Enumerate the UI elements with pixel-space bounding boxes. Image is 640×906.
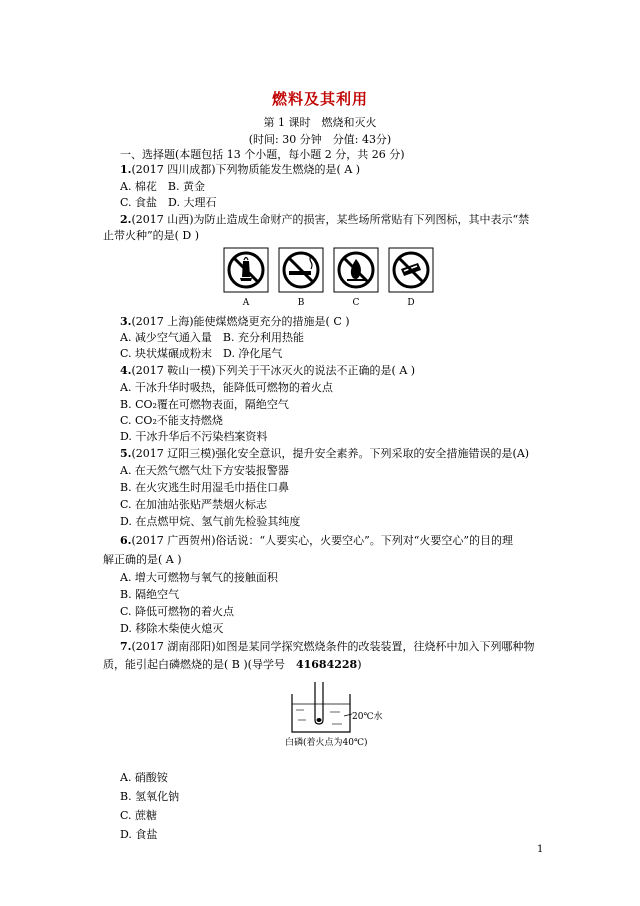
question-3 xyxy=(120,315,350,329)
q7-stem-text: 质，能引起白磷燃烧的是( B )(导学号 xyxy=(103,658,296,671)
question-stem: (2017 山西)为防止造成生命财产的损害，某些场所常贴有下列图标，其中表示“禁 xyxy=(131,213,530,226)
question-number: 7. xyxy=(120,640,132,653)
no-smoking-sign-icon xyxy=(278,247,324,293)
beaker-diagram-icon xyxy=(286,680,382,736)
guide-number: 41684228 xyxy=(295,658,358,671)
q5-option-d: D. 在点燃甲烷、氢气前先检验其纯度 xyxy=(120,515,301,528)
q4-option-c: C. CO₂不能支持燃烧 xyxy=(120,414,223,427)
question-stem: (2017 湖南邵阳)如图是某同学探究燃烧条件的改装装置，往烧杯中加入下列哪种物 xyxy=(131,640,535,653)
question-number: 1. xyxy=(120,163,132,176)
question-7 xyxy=(120,640,535,654)
question-5 xyxy=(120,447,529,461)
sign-label-d: D xyxy=(407,298,415,308)
no-open-flame-sign-icon xyxy=(333,247,379,293)
safety-signs-figure xyxy=(223,247,435,317)
question-stem: (2017 鞍山一模)下列关于干冰灭火的说法不正确的是( A ) xyxy=(131,364,416,377)
sign-label-a: A xyxy=(242,298,250,308)
question-stem: (2017 四川成都)下列物质能发生燃烧的是( A ) xyxy=(131,163,361,176)
q7-option-b: B. 氢氧化钠 xyxy=(120,790,180,803)
q7-option-a: A. 硝酸铵 xyxy=(120,771,168,784)
sign-label-b: B xyxy=(297,298,305,308)
q7-stem-cont xyxy=(103,658,361,672)
sign-label-c: C xyxy=(352,298,360,308)
water-label: 20℃水 xyxy=(352,712,383,722)
q1-options-cd: C. 食盐 D. 大理石 xyxy=(120,196,217,209)
q6-option-d: D. 移除木柴使火熄灭 xyxy=(120,622,224,635)
no-fireworks-sign-icon xyxy=(223,247,269,293)
question-number: 2. xyxy=(120,213,132,226)
q4-option-d: D. 干冰升华后不污染档案资料 xyxy=(120,430,268,443)
question-4 xyxy=(120,364,415,378)
question-number: 4. xyxy=(120,364,132,377)
q4-option-a: A. 干冰升华时吸热，能降低可燃物的着火点 xyxy=(120,381,333,394)
question-2 xyxy=(120,213,529,227)
section-heading: 一、选择题(本题包括 13 个小题，每小题 2 分，共 26 分) xyxy=(120,148,405,161)
figure-caption: 白磷(着火点为40℃) xyxy=(285,738,368,748)
no-matches-sign-icon xyxy=(388,247,434,293)
q6-option-b: B. 隔绝空气 xyxy=(120,588,180,601)
q6-option-c: C. 降低可燃物的着火点 xyxy=(120,605,235,618)
page-title: 燃料及其利用 xyxy=(271,90,368,108)
question-6 xyxy=(120,534,513,548)
q6-option-a: A. 增大可燃物与氧气的接触面积 xyxy=(120,571,278,584)
question-stem: (2017 辽阳三模)强化安全意识，提升安全素养。下列采取的安全措施错误的是(A) xyxy=(131,447,530,460)
q4-option-b: B. CO₂覆在可燃物表面，隔绝空气 xyxy=(120,398,289,411)
q2-stem-cont: 止带火种”的是( D ) xyxy=(103,229,200,242)
question-1 xyxy=(120,163,360,177)
q7-stem-close: ) xyxy=(357,658,362,671)
time-info: (时间: 30 分钟 分值: 43分) xyxy=(248,133,392,146)
q5-option-c: C. 在加油站张贴严禁烟火标志 xyxy=(120,498,268,511)
question-number: 3. xyxy=(120,315,132,328)
question-number: 5. xyxy=(120,447,132,460)
q3-options-ab: A. 减少空气通入量 B. 充分利用热能 xyxy=(120,331,305,344)
q7-option-d: D. 食盐 xyxy=(120,828,158,841)
q5-option-b: B. 在火灾逃生时用湿毛巾捂住口鼻 xyxy=(120,481,290,494)
question-stem: (2017 上海)能使煤燃烧更充分的措施是( C ) xyxy=(131,315,350,328)
question-number: 6. xyxy=(120,534,132,547)
lesson-subtitle: 第 1 课时 燃烧和灭火 xyxy=(263,116,377,129)
q1-options-ab: A. 棉花 B. 黄金 xyxy=(120,180,206,193)
q5-option-a: A. 在天然气燃气灶下方安装报警器 xyxy=(120,464,289,477)
q6-stem-cont: 解正确的是( A ) xyxy=(103,553,182,566)
q3-options-cd: C. 块状煤碾成粉末 D. 净化尾气 xyxy=(120,347,283,360)
q7-option-c: C. 蔗糖 xyxy=(120,809,158,822)
page-number: 1 xyxy=(537,844,544,855)
question-stem: (2017 广西贺州)俗话说：“人要实心，火要空心”。下列对“火要空心”的目的理 xyxy=(131,534,514,547)
